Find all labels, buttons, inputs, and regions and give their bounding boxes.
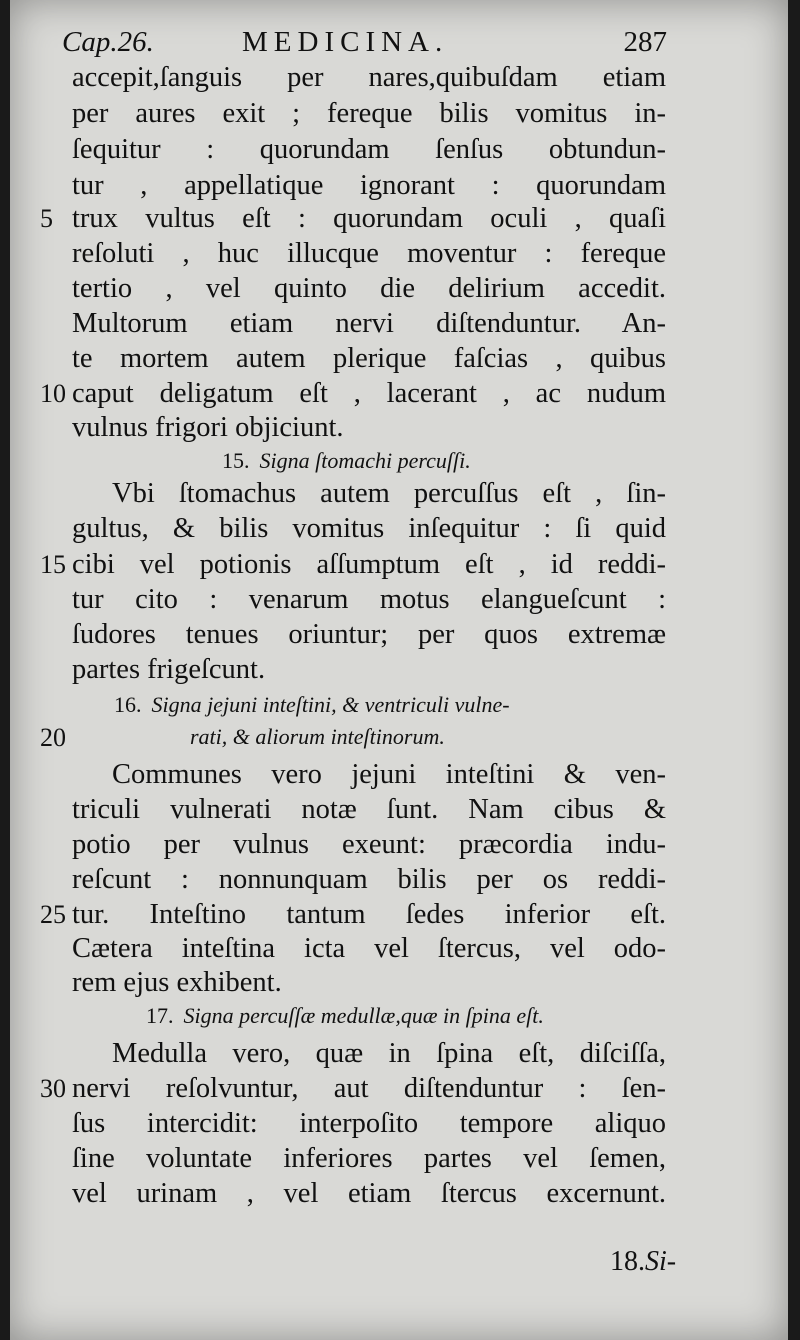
text-line: partes frigeſcunt. [72,654,266,685]
text-line: tur , appellatique ignorant : quorundam [72,170,666,201]
text-line: caput deligatum eſt , lacerant , ac nudum [72,378,666,409]
section-title: Signa ſtomachi percuſſi. [259,448,471,473]
text-line: gultus, & bilis vomitus inſequitur : ſi quid [72,513,666,544]
line-number: 20 [40,723,66,752]
text-line: ſus intercidit: interpoſito tempore aliquo [72,1108,666,1139]
catchword-text: Si- [645,1246,677,1277]
section-number: 16. [114,692,142,717]
text-line: accepit,ſanguis per nares,quibuſdam etiam [72,62,666,93]
chapter-label: Cap.26. [62,26,154,58]
catchword [610,1246,676,1278]
text-line: tur cito : venarum motus elangueſcunt : [72,584,666,615]
text-line: reſcunt : nonnunquam bilis per os reddi- [72,864,666,895]
text-line: Multorum etiam nervi diſtenduntur. An- [72,308,666,339]
text-line: nervi reſolvuntur, aut diſtenduntur : ſen- [72,1073,666,1104]
section-heading-17 [146,1001,544,1031]
text-line: ſudores tenues oriuntur; per quos extremæ [72,619,666,650]
text-line: tertio , vel quinto die delirium accedit. [72,273,666,304]
text-line: Vbi ſtomachus autem percuſſus eſt , ſin- [112,478,666,509]
text-line: tur. Inteſtino tantum ſedes inferior eſt. [72,899,666,930]
section-title: Signa jejuni inteſtini, & ventriculi vulne- [151,692,510,717]
line-number: 25 [40,900,66,929]
text-line: vel urinam , vel etiam ſtercus excernunt. [72,1178,666,1209]
line-number: 15 [40,550,66,579]
section-number: 15. [222,448,250,473]
text-line: rem ejus exhibent. [72,967,282,998]
line-number: 5 [40,204,53,233]
section-heading-16-continued [190,722,445,752]
book-page [10,0,788,1340]
section-heading-16 [114,690,510,720]
page-number: 287 [623,26,667,58]
text-line: cibi vel potionis aſſumptum eſt , id reddi- [72,549,666,580]
text-line: trux vultus eſt : quorundam oculi , quaſi [72,203,666,234]
running-title: MEDICINA. [242,26,449,58]
text-line: potio per vulnus exeunt: præcordia indu- [72,829,666,860]
text-line: Communes vero jejuni inteſtini & ven- [112,759,666,790]
section-title: Signa percuſſæ medullæ,quæ in ſpina eſt. [183,1003,544,1028]
line-number: 10 [40,379,66,408]
text-line: ſine voluntate inferiores partes vel ſemen, [72,1143,666,1174]
text-line: vulnus frigori objiciunt. [72,412,344,443]
text-line: ſequitur : quorundam ſenſus obtundun- [72,134,666,165]
text-line: triculi vulnerati notæ ſunt. Nam cibus & [72,794,666,825]
text-line: Medulla vero, quæ in ſpina eſt, diſciſſa, [112,1038,666,1069]
section-title: rati, & aliorum inteſtinorum. [190,724,445,749]
section-heading-15 [222,446,471,476]
text-line: te mortem autem plerique faſcias , quibus [72,343,666,374]
section-number: 17. [146,1003,174,1028]
text-line: per aures exit ; fereque bilis vomitus in- [72,98,666,129]
text-line: reſoluti , huc illucque moventur : fereque [72,238,666,269]
line-number: 30 [40,1074,66,1103]
text-line: Cætera inteſtina icta vel ſtercus, vel odo- [72,933,666,964]
catchword-number: 18. [610,1246,645,1277]
